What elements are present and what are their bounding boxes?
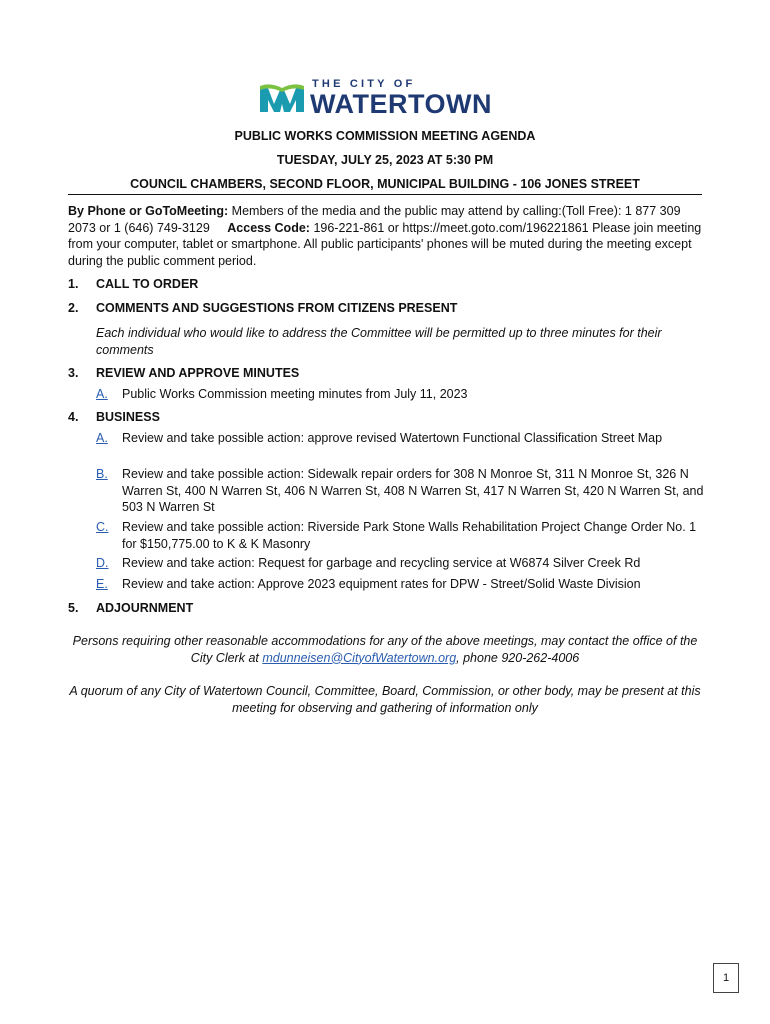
phone-access-paragraph — [68, 203, 704, 269]
subitem-link[interactable]: D. — [96, 556, 109, 570]
item-title: BUSINESS — [96, 410, 160, 424]
item-title: COMMENTS AND SUGGESTIONS FROM CITIZENS PRESENT — [96, 301, 458, 315]
subitem-text: Review and take action: Approve 2023 equipment rates for DPW - Street/Solid Waste Division — [122, 577, 641, 591]
subitem-text: Public Works Commission meeting minutes from July 11, 2023 — [122, 387, 468, 401]
subitem-3a — [96, 386, 706, 403]
subitem-link[interactable]: C. — [96, 520, 109, 534]
subitem-link[interactable]: A. — [96, 431, 108, 445]
subitem-4e — [96, 576, 706, 593]
subitem-text: Review and take possible action: Riverside Park Stone Walls Rehabilitation Project Change Order No. 1 for $150,775.00 to K & K Masonry — [122, 520, 697, 551]
subitem-link[interactable]: B. — [96, 467, 108, 481]
item-number: 5. — [68, 601, 79, 615]
subitem-4c — [96, 519, 706, 552]
logo-watertown: WATERTOWN — [310, 89, 492, 119]
item-title: ADJOURNMENT — [96, 601, 194, 615]
subitem-4d — [96, 555, 706, 572]
subitem-link[interactable]: A. — [96, 387, 108, 401]
accommodations-note — [68, 633, 702, 666]
intro-join-text: Please join meeting from your computer, tablet or smartphone. All public participants' phones will be muted during the meeting except during the public comment period. — [68, 220, 702, 268]
item-number: 1. — [68, 277, 79, 291]
item-number: 2. — [68, 301, 79, 315]
access-code-text: 196-221-861 or https://meet.goto.com/196221861 — [313, 220, 589, 235]
item-title: REVIEW AND APPROVE MINUTES — [96, 366, 300, 380]
item-title: CALL TO ORDER — [96, 277, 199, 291]
citizen-comment-note: Each individual who would like to address the Committee will be permitted up to three minutes for their comments — [96, 326, 662, 357]
subitem-text: Review and take possible action: Sidewalk repair orders for 308 N Monroe St, 311 N Monroe St, 326 N Warren St, 400 N Warren St, 406 N Warren St, 408 N Warren St, 417 N Warren St, 420 N Warren St, and 503 N Warren St — [122, 467, 704, 514]
page-number: 1 — [713, 963, 739, 993]
agenda-title: PUBLIC WORKS COMMISSION MEETING AGENDA — [234, 129, 536, 143]
intro-label: By Phone or GoToMeeting: — [68, 204, 229, 218]
clerk-phone-text: , phone 920-262-4006 — [456, 650, 580, 665]
city-logo — [258, 78, 518, 120]
intro-text: Members of the media and the public may attend by calling:(Toll Free): 1 877 309 2073 or 1 (646) 749-3129 — [68, 204, 681, 235]
accommodations-text: Persons requiring other reasonable accommodations for any of the above meetings, may contact the office of the City Clerk at — [72, 634, 698, 665]
quorum-note: A quorum of any City of Watertown Council, Committee, Board, Commission, or other body, may be present at this meeting for observing and gathering of information only — [69, 684, 701, 715]
watertown-logo-icon — [258, 82, 306, 116]
subitem-link[interactable]: E. — [96, 577, 108, 591]
clerk-email-link[interactable]: mdunneisen@CityofWatertown.org — [262, 650, 457, 665]
logo-the-city-of: THE CITY OF — [312, 78, 416, 90]
subitem-text: Review and take action: Request for garbage and recycling service at W6874 Silver Creek Rd — [122, 556, 641, 570]
subitem-text: Review and take possible action: approve revised Watertown Functional Classification Street Map — [122, 431, 663, 445]
item-number: 4. — [68, 410, 79, 424]
header-divider — [68, 194, 702, 195]
meeting-location: COUNCIL CHAMBERS, SECOND FLOOR, MUNICIPAL BUILDING - 106 JONES STREET — [130, 177, 640, 191]
item-number: 3. — [68, 366, 79, 380]
meeting-date: TUESDAY, JULY 25, 2023 AT 5:30 PM — [276, 153, 494, 167]
subitem-4a — [96, 430, 706, 447]
access-code-label: Access Code: — [227, 220, 310, 235]
subitem-4b — [96, 466, 706, 516]
